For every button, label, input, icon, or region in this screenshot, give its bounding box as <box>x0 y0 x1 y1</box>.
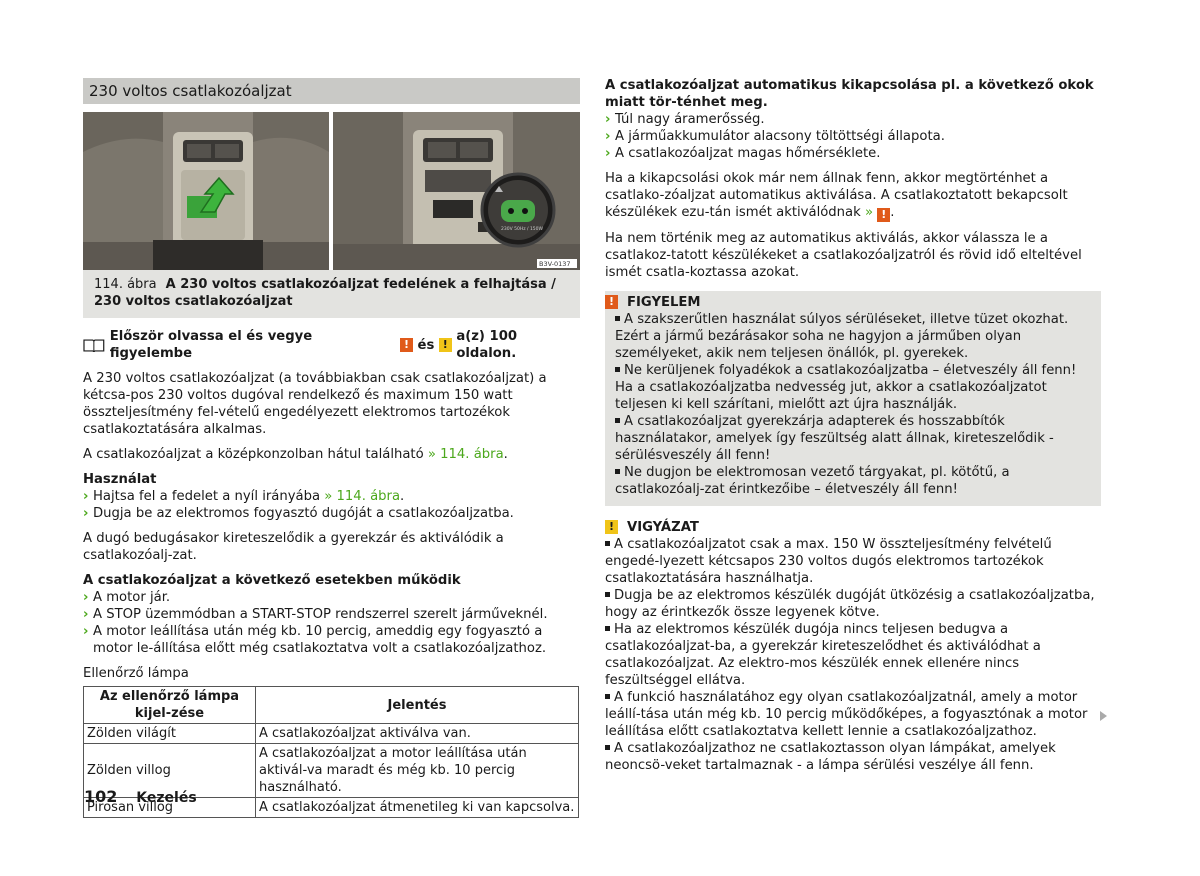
use-heading: Használat <box>83 472 157 487</box>
warning-box <box>605 291 1101 506</box>
caution-icon: ! <box>439 338 452 352</box>
use-list <box>83 488 580 522</box>
caution-title: VIGYÁZAT <box>627 519 699 535</box>
book-icon <box>83 338 105 352</box>
list-item: Ne kerüljenek folyadékok a csatlakozóaljzatba – életveszély áll fenn! Ha a csatlakozóaljzatba nedvesség jut, akkor a csatlakozóaljzatot teljesen ki kell szárítani, mielőtt azt újra használják. <box>615 363 1077 412</box>
auto-off-list <box>605 111 1101 162</box>
figure-caption-text: A 230 voltos csatlakozóaljzat fedelének a felhajtása / 230 voltos csatlakozóaljzat <box>94 277 556 309</box>
list-item: › Dugja be az elektromos fogyasztó dugóját a csatlakozóaljzatba. <box>83 506 514 521</box>
table-cell: A csatlakozóaljzat aktiválva van. <box>256 724 579 744</box>
list-item: A csatlakozóaljzat gyerekzárja adapterek és hosszabbítók használatakor, amelyek így feszültség alatt állnak, kireteszelődik - sérülésveszély áll fenn! <box>615 414 1054 463</box>
list-item: › A motor leállítása után még kb. 10 percig, ameddig egy fogyasztó a motor le-állítása előtt még csatlakoztatva volt a csatlakozóaljzathoz. <box>83 624 547 656</box>
list-item: Ha az elektromos készülék dugója nincs teljesen bedugva a csatlakozóaljzat-ba, a gyerekzár kireteszelődhet és aktiválódhat a csatlakozóaljzat. Az elektro-mos készülék ennek ellenére nincs feszültséggel ellátva. <box>605 622 1041 688</box>
figure-link[interactable]: » 114. ábra <box>427 447 504 462</box>
warning-title: FIGYELEM <box>627 294 701 310</box>
section-title: 230 voltos csatlakozóaljzat <box>83 78 580 104</box>
table-cell: A csatlakozóaljzat átmenetileg ki van kapcsolva. <box>256 798 579 818</box>
list-item: Ne dugjon be elektromosan vezető tárgyakat, pl. kötőtű, a csatlakozóalj-zat érintkezőibe – életveszély áll fenn! <box>615 465 1010 497</box>
page-number: 102 <box>84 787 118 806</box>
works-list <box>83 589 580 657</box>
list-item: A csatlakozóaljzatot csak a max. 150 W összteljesítmény felvételű engedé-lyezett kétcsapos 230 voltos dugós elektromos tartozékok csatlakoztatására használhatja. <box>605 537 1052 586</box>
warning-box-header <box>605 293 1091 311</box>
figure-caption-number: 114. ábra <box>94 277 157 292</box>
manual-reconnect-paragraph: Ha nem történik meg az automatikus aktiválás, akkor válassza le a csatlakoz-tatott készülékeket a csatlakozóaljzatról és rövid idő elteltével ismét csatla-koztassa azokat. <box>605 231 1082 280</box>
works-heading: A csatlakozóaljzat a következő esetekben működik <box>83 573 461 588</box>
list-item: › A járműakkumulátor alacsony töltöttségi állapota. <box>605 129 945 144</box>
chapter-name: Kezelés <box>136 790 197 806</box>
table-header: Jelentés <box>256 687 579 724</box>
list-item: › A STOP üzemmódban a START-STOP rendszerrel szerelt járműveknél. <box>83 607 548 622</box>
figure-link[interactable]: » 114. ábra <box>324 489 401 504</box>
list-item: A szakszerűtlen használat súlyos sérüléseket, illetve tüzet okozhat. Ezért a jármű bezárásakor soha ne hagyjon a járműben olyan személyeket, akik nem teljesen önállók, pl. gyerekek. <box>615 312 1069 361</box>
left-column <box>83 78 580 818</box>
table-cell: A csatlakozóaljzat a motor leállítása után aktivál-va maradt és még kb. 10 percig használható. <box>256 744 579 798</box>
auto-off-heading: A csatlakozóaljzat automatikus kikapcsolása pl. a következő okok miatt tör-ténhet meg. <box>605 78 1094 110</box>
figure-114 <box>83 112 580 270</box>
page-footer <box>84 788 197 807</box>
list-item: › Túl nagy áramerősség. <box>605 112 765 127</box>
continue-arrow-icon <box>1100 711 1107 721</box>
right-column <box>605 77 1101 774</box>
warning-link[interactable]: » <box>864 205 874 220</box>
list-item: › A motor jár. <box>83 590 171 605</box>
list-item: A csatlakozóaljzathoz ne csatlakoztasson olyan lámpákat, amelyek neoncsö-veket tartalmaznak - a lámpa sérülési veszélye áll fenn. <box>605 741 1056 773</box>
figure-code: B3V-0137 <box>539 260 571 268</box>
caution-box-header <box>605 518 1101 536</box>
table-cell: Zölden villog <box>84 744 256 798</box>
list-item: A funkció használatához egy olyan csatlakozóaljzatnál, amely a motor leállí-tása után még kb. 10 percig működőképes, a fogyasztónak a motor leállítása előtt csatlakoztatva kellett lennie a csatlakozóaljzathoz. <box>605 690 1088 739</box>
figure-socket-photo <box>333 112 580 270</box>
list-item: › A csatlakozóaljzat magas hőmérséklete. <box>605 146 881 161</box>
list-item: › Hajtsa fel a fedelet a nyíl irányába » 114. ábra. <box>83 489 405 504</box>
read-first-text-mid: és <box>417 337 435 353</box>
read-first-text-post: a(z) 100 oldalon. <box>456 329 518 361</box>
warning-icon: ! <box>877 208 890 222</box>
caution-box <box>605 518 1101 774</box>
table-cell: Pirosan villog <box>84 798 256 818</box>
location-paragraph: A csatlakozóaljzat a középkonzolban hátul található » 114. ábra. <box>83 447 508 462</box>
list-item: Dugja be az elektromos készülék dugóját ütközésig a csatlakozóaljzatba, hogy az érintkezők össze legyenek kötve. <box>605 588 1095 620</box>
caution-icon: ! <box>605 520 618 534</box>
warning-icon: ! <box>400 338 413 352</box>
intro-paragraph: A 230 voltos csatlakozóaljzat (a továbbiakban csak csatlakozóaljzat) a kétcsa-pos 230 voltos dugóval rendelkező és maximum 150 watt összteljesítmény fel-vételű engedélyezett elektromos tartozékok csatlakoztatására alkalmas. <box>83 371 547 437</box>
read-first-text-pre: Először olvassa el és vegye figyelembe <box>109 329 313 361</box>
table-row <box>84 724 579 744</box>
socket-rating-label: 230V 50Hz / 150W <box>501 227 543 232</box>
table-header-row <box>84 687 579 724</box>
lamp-heading: Ellenőrző lámpa <box>83 666 189 681</box>
table-cell: Zölden világít <box>84 724 256 744</box>
read-first-note <box>83 328 580 362</box>
figure-cover-open-photo <box>83 112 329 270</box>
warning-icon: ! <box>605 295 618 309</box>
reactivation-paragraph: Ha a kikapcsolási okok már nem állnak fenn, akkor megtörténhet a csatlako-zóaljzat automatikus aktiválása. A csatlakoztatott bekapcsolt készülékek ezu-tán ismét aktiválódnak » ! . <box>605 171 1068 221</box>
childlock-paragraph: A dugó bedugásakor kireteszelődik a gyerekzár és aktiválódik a csatlakozóalj-zat. <box>83 531 504 563</box>
table-header: Az ellenőrző lámpa kijel-zése <box>84 687 256 724</box>
figure-caption <box>83 270 580 318</box>
